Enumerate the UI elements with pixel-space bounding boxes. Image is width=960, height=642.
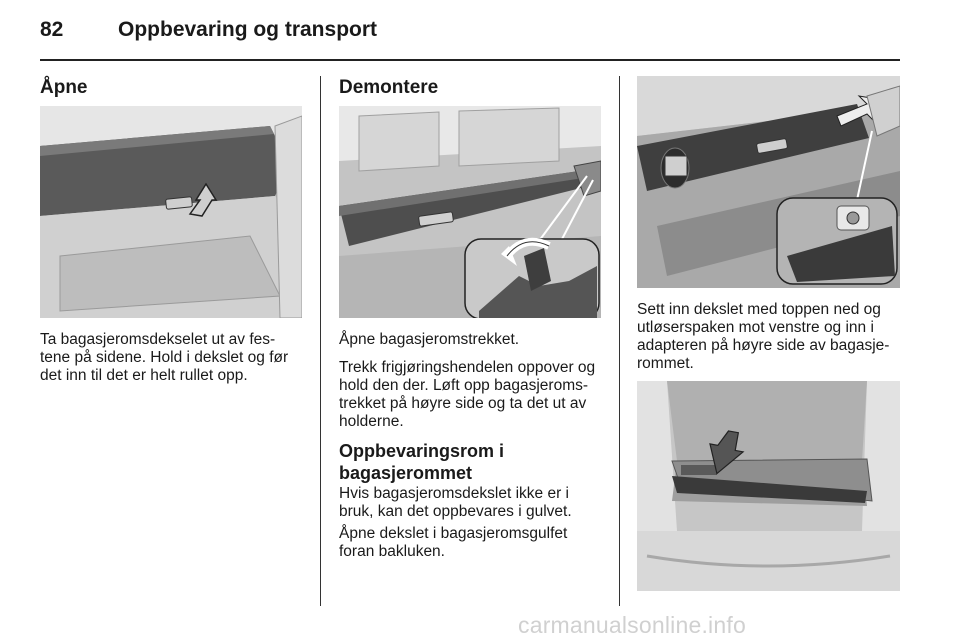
text-line: Hvis bagasjeromsdekslet ikke er i: [339, 485, 570, 502]
storage-open-paragraph: [339, 525, 609, 561]
text-line: Åpne dekslet i bagasjeromsgulfet: [339, 525, 568, 542]
column-divider-1: [320, 76, 321, 606]
text-line: bruk, kan det oppbevares i gulvet.: [339, 503, 572, 520]
text-line: holderne.: [339, 413, 404, 430]
heading-line: bagasjerommet: [339, 463, 473, 483]
page-title: Oppbevaring og transport: [118, 18, 378, 41]
text-line: Sett inn dekslet med toppen ned og: [637, 301, 881, 318]
text-line: adapteren på høyre side av bagasje-: [637, 337, 890, 354]
open-instructions: [40, 331, 310, 385]
footer-watermark: carmanualsonline.info: [518, 612, 746, 638]
text-line: foran bakluken.: [339, 543, 445, 560]
figure-insert-cover: [637, 76, 900, 288]
header-rule: [40, 59, 900, 61]
storage-paragraph: [339, 485, 609, 521]
text-line: hold den der. Løft opp bagasjeroms-: [339, 377, 589, 394]
figure-floor-storage: [637, 381, 900, 591]
text-line: Trekk frigjøringshendelen oppover og: [339, 359, 596, 376]
text-line: det inn til det er helt rullet opp.: [40, 367, 248, 384]
insert-instructions: [637, 301, 912, 373]
remove-step-2: [339, 359, 614, 431]
remove-step-1: Åpne bagasjeromstrekket.: [339, 331, 520, 348]
figure-remove-cover: [339, 106, 601, 318]
page-number: 82: [40, 18, 64, 41]
section-heading-remove: Demontere: [339, 77, 439, 98]
column-divider-2: [619, 76, 620, 606]
section-heading-open: Åpne: [40, 77, 88, 98]
text-line: Ta bagasjeromsdekselet ut av fes-: [40, 331, 276, 348]
text-line: trekket på høyre side og ta det ut av: [339, 395, 587, 412]
text-line: rommet.: [637, 355, 694, 372]
text-line: utløserspaken mot venstre og inn i: [637, 319, 874, 336]
section-heading-storage: [339, 440, 609, 484]
heading-line: Oppbevaringsrom i: [339, 441, 505, 461]
figure-open-cover: [40, 106, 302, 318]
text-line: tene på sidene. Hold i dekslet og før: [40, 349, 289, 366]
